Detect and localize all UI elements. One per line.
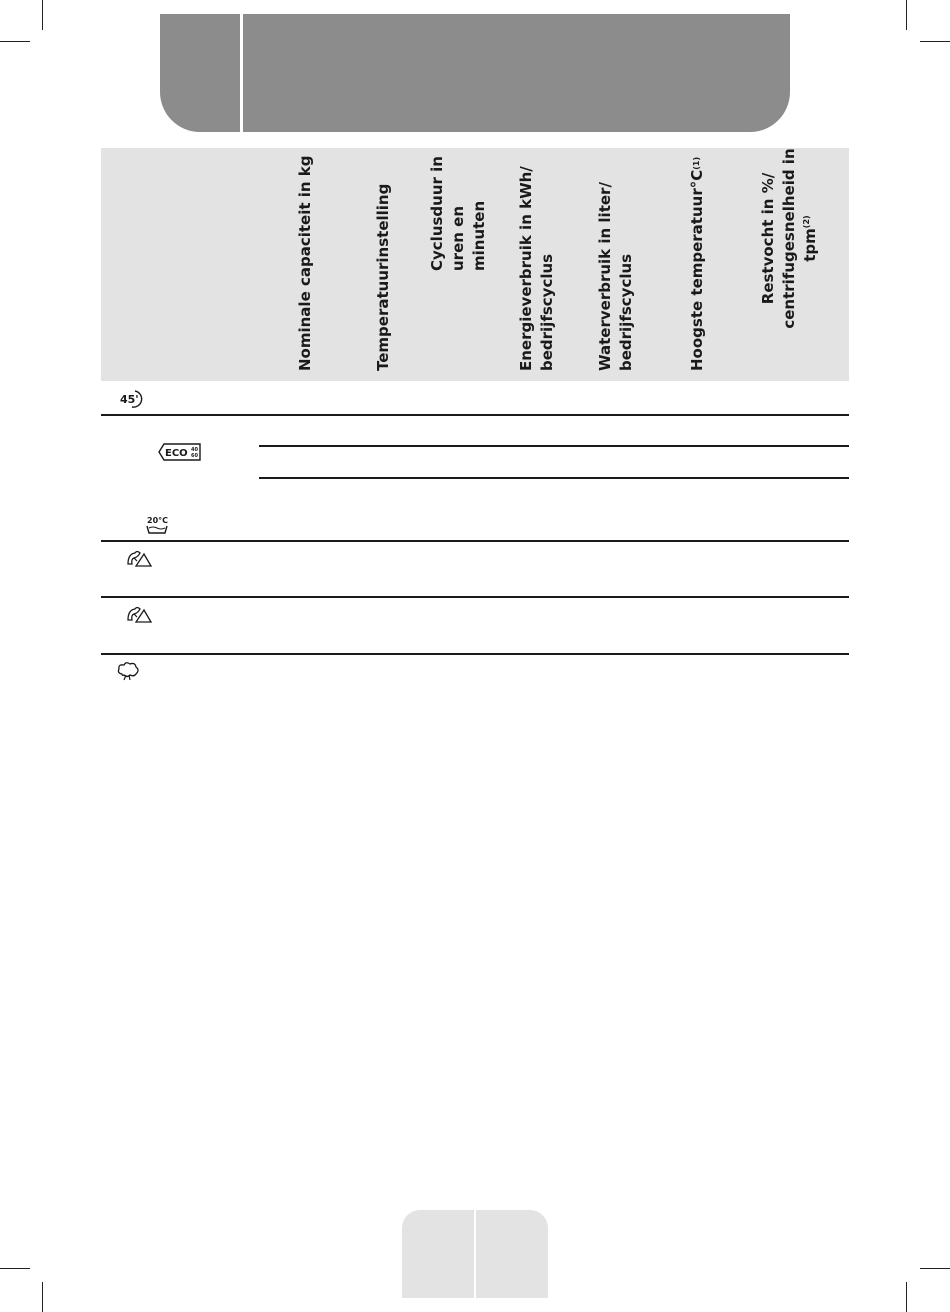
crop-mark — [0, 41, 30, 42]
svg-text:20°C: 20°C — [147, 516, 169, 525]
row-divider — [101, 596, 849, 598]
mixed-fabrics-icon — [125, 604, 153, 626]
header-divider — [240, 14, 243, 132]
cotton-icon — [116, 660, 140, 682]
col-header-energy: Energieverbruik in kWh/ bedrijfscyclus — [517, 166, 556, 371]
crop-mark — [42, 0, 43, 30]
row-divider — [101, 653, 849, 655]
20c-wash-icon — [144, 513, 172, 535]
svg-text:ECO: ECO — [165, 448, 188, 459]
page-number-tab-left — [402, 1210, 474, 1298]
col-header-cycle-duration: Cyclusduur in uren en minuten — [427, 156, 488, 271]
crop-mark — [906, 0, 907, 30]
svg-text:60: 60 — [191, 453, 198, 459]
svg-text:45': 45' — [120, 393, 139, 406]
crop-mark — [0, 1268, 30, 1269]
footnote-mark: (2) — [802, 215, 811, 229]
col-header-water: Waterverbruik in liter/ bedrijfscyclus — [596, 182, 635, 371]
page-header-band — [160, 14, 790, 132]
crop-mark — [906, 1282, 907, 1312]
page-number-tab-right — [476, 1210, 548, 1298]
row-divider — [259, 477, 849, 479]
row-divider — [101, 540, 849, 542]
row-divider — [101, 414, 849, 416]
row-divider — [259, 445, 849, 447]
eco-40-60-icon — [158, 442, 204, 462]
crop-mark — [920, 1268, 950, 1269]
col-header-max-temperature: Hoogste temperatuur°C (1) — [687, 156, 706, 371]
col-header-residual-moisture: Restvocht in %/ centrifugesnelheid in tpm$^{(2)}$ — [759, 148, 819, 329]
col-header-capacity: Nominale capaciteit in kg — [295, 155, 314, 371]
svg-text:40: 40 — [191, 447, 198, 453]
crop-mark — [42, 1282, 43, 1312]
mixed-fabrics-icon — [125, 548, 153, 570]
footnote-mark: (1) — [692, 156, 701, 170]
crop-mark — [920, 41, 950, 42]
quick-45-min-icon — [117, 388, 143, 410]
col-header-temperature: Temperatuurinstelling — [373, 183, 392, 371]
